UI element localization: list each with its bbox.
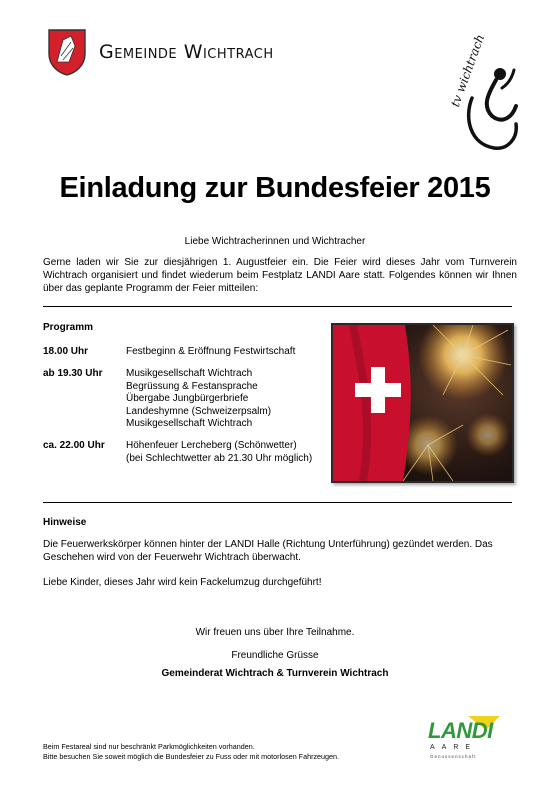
notes-paragraph: Die Feuerwerkskörper können hinter der LANDI Halle (Richtung Unterführung) gezündet werden. Das Geschehen wird von der Feuerwehr Wichtrach überwacht. xyxy=(43,539,493,563)
landi-region: AARE xyxy=(430,744,478,751)
closing-thanks: Wir freuen uns über Ihre Teilnahme. xyxy=(195,627,355,638)
program-desc: Festbeginn & Eröffnung Festwirtschaft xyxy=(126,346,296,357)
divider-top xyxy=(43,306,512,307)
closing-signature: Gemeinderat Wichtrach & Turnverein Wichtrach xyxy=(161,668,389,679)
tv-wichtrach-logo xyxy=(442,32,522,154)
program-item xyxy=(43,368,323,432)
footnote-line: Bitte besuchen Sie soweit möglich die Bundesfeier zu Fuss oder mit motorlosen Fahrzeugen. xyxy=(43,751,340,761)
landi-brand: LANDI xyxy=(428,718,493,743)
landi-sub: Genossenschaft xyxy=(430,754,477,759)
notes-paragraph: Liebe Kinder, dieses Jahr wird kein Fackelumzug durchgeführt! xyxy=(43,577,322,588)
program-desc: Begrüssung & Festansprache xyxy=(126,380,258,392)
closing-regards: Freundliche Grüsse xyxy=(231,650,319,661)
footnote-line: Beim Festareal sind nur beschränkt Parkmöglichkeiten vorhanden. xyxy=(43,742,255,751)
program-desc: Höhenfeuer Lercheberg (Schönwetter) xyxy=(126,440,297,451)
program-time: 18.00 Uhr xyxy=(43,346,89,357)
program-desc: Musikgesellschaft Wichtrach xyxy=(126,418,253,429)
intro-paragraph: Gerne laden wir Sie zur diesjährigen 1. Augustfeier ein. Die Feier wird dieses Jahr vom Turnverein Wichtrach organisiert und findet wiederum beim Festplatz LANDI Aare statt. Folgendes können wir Ihnen über das geplante Programm der Feier mitteilen: xyxy=(43,257,517,294)
fireworks-image xyxy=(333,325,512,481)
page-title: Einladung zur Bundesfeier 2015 xyxy=(59,172,491,204)
program-desc: Landeshymne (Schweizerpsalm) xyxy=(126,405,272,417)
municipality-header xyxy=(47,28,274,76)
landi-aare-logo xyxy=(424,714,506,762)
program-desc: Musikgesellschaft Wichtrach xyxy=(126,368,253,379)
municipality-name: Gemeinde Wichtrach xyxy=(99,41,274,63)
footnote xyxy=(43,742,339,761)
divider-bottom xyxy=(43,502,512,503)
program-item xyxy=(43,440,328,468)
municipality-crest-icon xyxy=(47,28,87,76)
program-time: ab 19.30 Uhr xyxy=(43,368,103,379)
program-item xyxy=(43,346,323,360)
notes-heading: Hinweise xyxy=(43,517,87,528)
program-heading: Programm xyxy=(43,322,94,333)
program-desc: Übergabe Jungbürgerbriefe xyxy=(126,393,249,404)
swiss-flag-fireworks-photo xyxy=(331,323,514,483)
program-time: ca. 22.00 Uhr xyxy=(43,440,105,451)
program-desc: (bei Schlechtwetter ab 21.30 Uhr möglich) xyxy=(126,452,313,464)
tv-logo-text: tv wichtrach xyxy=(448,32,488,109)
greeting: Liebe Wichtracherinnen und Wichtracher xyxy=(184,236,366,247)
